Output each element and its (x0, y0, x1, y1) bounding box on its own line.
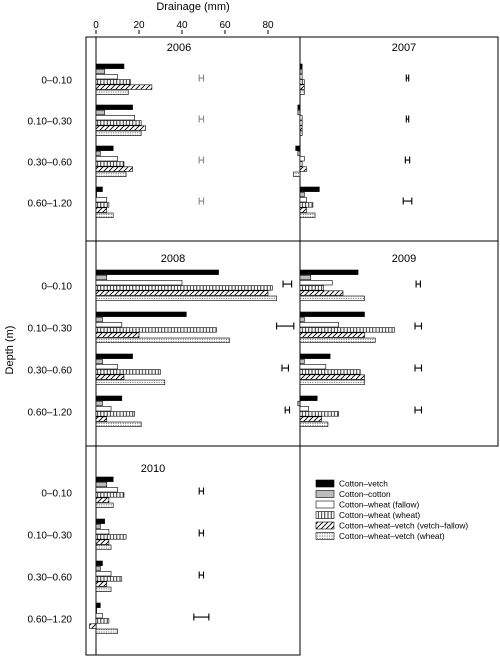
depth-category-label: 0.30–0.60 (27, 157, 72, 169)
legend (316, 479, 468, 542)
panel-2006 (28, 37, 301, 241)
depth-category-label: 0.60–1.20 (27, 407, 72, 419)
x-tick-label: 0 (93, 20, 99, 31)
x-tick-label: 80 (262, 20, 274, 31)
legend-label: Cotton–wheat (wheat) (339, 510, 421, 520)
bar-0-0-3 (96, 80, 130, 85)
legend-swatch-0 (316, 480, 334, 487)
bar-2-2-4 (96, 375, 124, 380)
bar-4-0-5 (96, 503, 113, 508)
depth-category-label: 0.10–0.30 (27, 323, 72, 335)
bar-4-0-0 (96, 477, 113, 482)
legend-label: Cotton–vetch (339, 478, 388, 489)
y-axis-label: Depth (m) (4, 325, 16, 375)
bar-3-1-0 (300, 312, 365, 317)
error-bar (415, 323, 421, 330)
bar-3-3-4 (300, 417, 322, 422)
bar-4-0-2 (96, 487, 118, 492)
panel-title: 2010 (140, 463, 166, 475)
bar-2-1-1 (96, 317, 102, 322)
bar-4-1-2 (96, 529, 109, 534)
depth-category-label: 0–0.10 (41, 75, 72, 87)
bar-0-3-4 (96, 208, 107, 213)
bar-0-1-5 (96, 131, 141, 136)
depth-category-label: 0.10–0.30 (27, 530, 72, 542)
bar-3-0-3 (300, 286, 324, 291)
legend-swatch-2 (316, 501, 334, 508)
bar-0-3-3 (96, 203, 109, 208)
bar-3-1-2 (300, 322, 339, 327)
bar-0-0-1 (96, 69, 105, 74)
bar-3-0-0 (300, 270, 358, 275)
bar-3-0-5 (300, 296, 365, 301)
legend-swatch-4 (316, 522, 334, 529)
x-axis-ticks (93, 20, 274, 34)
panel-2009 (298, 241, 498, 446)
bar-2-2-2 (96, 364, 118, 369)
legend-label: Cotton–wheat (fallow) (339, 499, 420, 510)
bar-3-3-1 (298, 401, 300, 406)
bar-1-3-0 (300, 187, 319, 192)
panel-frame (86, 446, 300, 655)
bar-1-0-0 (300, 64, 302, 69)
bar-1-2-5 (294, 172, 300, 177)
bar-0-1-3 (96, 121, 141, 126)
bar-1-3-5 (300, 213, 315, 218)
bar-4-0-4 (96, 498, 109, 503)
error-bar (403, 198, 412, 205)
bar-1-1-2 (300, 115, 302, 120)
error-bar (415, 407, 421, 414)
x-tick-label: 40 (176, 20, 188, 31)
bar-4-3-5 (96, 629, 118, 634)
bar-3-1-3 (300, 328, 395, 333)
bar-2-3-0 (96, 396, 122, 401)
bar-3-3-3 (300, 412, 339, 417)
bar-1-2-2 (300, 156, 304, 161)
bar-0-1-1 (96, 110, 105, 115)
bar-0-2-5 (96, 172, 126, 177)
bar-0-0-4 (96, 85, 152, 90)
bar-3-1-5 (300, 338, 375, 343)
bar-3-2-3 (300, 370, 360, 375)
panel-title: 2008 (160, 253, 186, 265)
bar-0-1-4 (96, 126, 145, 131)
bar-2-3-1 (96, 401, 102, 406)
bar-2-3-4 (96, 417, 107, 422)
error-bar (285, 407, 289, 414)
panel-title: 2006 (166, 42, 192, 54)
bar-1-2-4 (300, 167, 306, 172)
bar-0-0-0 (96, 64, 124, 69)
bar-4-2-0 (96, 561, 102, 566)
bar-4-3-1 (96, 608, 97, 613)
depth-category-label: 0–0.10 (41, 281, 72, 293)
bar-2-1-2 (96, 322, 122, 327)
error-bar (199, 116, 203, 123)
bar-0-2-1 (96, 151, 100, 156)
bar-2-0-3 (96, 286, 272, 291)
bar-0-1-2 (96, 115, 135, 120)
bar-0-3-5 (96, 213, 113, 218)
bar-4-2-1 (96, 566, 100, 571)
bar-4-1-1 (96, 524, 100, 529)
legend-swatch-3 (316, 512, 334, 519)
bar-4-1-3 (96, 535, 126, 540)
bar-2-0-4 (96, 291, 268, 296)
bar-2-1-3 (96, 328, 216, 333)
bar-0-1-0 (96, 105, 133, 110)
panel-2008 (28, 241, 301, 446)
bar-4-3-3 (96, 619, 109, 624)
bar-1-2-1 (298, 151, 300, 156)
bar-4-1-0 (96, 519, 105, 524)
error-bar (283, 281, 292, 288)
bar-1-0-5 (300, 90, 304, 95)
bar-1-2-3 (300, 162, 302, 167)
bar-1-1-3 (300, 121, 302, 126)
bar-3-2-0 (300, 354, 330, 359)
depth-category-label: 0.30–0.60 (27, 572, 72, 584)
bar-3-1-4 (300, 333, 365, 338)
depth-category-label: 0.60–1.20 (27, 614, 72, 626)
error-bar (416, 281, 420, 288)
error-bar (405, 157, 409, 164)
bar-3-2-4 (300, 375, 365, 380)
bar-4-3-0 (96, 603, 100, 608)
bar-3-3-2 (300, 406, 309, 411)
bar-1-0-4 (300, 85, 304, 90)
bar-2-2-1 (96, 359, 102, 364)
bar-0-3-1 (96, 192, 97, 197)
depth-category-label: 0.10–0.30 (27, 116, 72, 128)
legend-label: Cotton–wheat–vetch (vetch–fallow) (339, 520, 469, 531)
bar-3-2-5 (300, 380, 365, 385)
x-tick-label: 60 (219, 20, 231, 31)
bar-4-2-5 (96, 587, 111, 592)
bar-4-1-5 (96, 545, 111, 550)
bar-2-1-0 (96, 312, 186, 317)
bar-3-0-2 (300, 280, 332, 285)
bar-2-2-5 (96, 380, 165, 385)
bar-1-1-4 (300, 126, 302, 131)
bar-1-0-3 (300, 80, 304, 85)
error-bar (199, 488, 203, 495)
bar-3-3-0 (300, 396, 317, 401)
bar-4-3-2 (96, 613, 102, 618)
bar-0-2-4 (96, 167, 133, 172)
legend-label: Cotton–wheat–vetch (wheat) (339, 531, 445, 541)
bar-2-2-0 (96, 354, 133, 359)
error-bar (282, 365, 288, 372)
bar-4-1-4 (96, 540, 109, 545)
error-bar (406, 75, 408, 82)
bar-0-0-2 (96, 74, 118, 79)
bar-2-2-3 (96, 370, 161, 375)
bar-1-1-5 (300, 131, 302, 136)
bar-4-0-3 (96, 493, 124, 498)
bar-2-0-5 (96, 296, 277, 301)
panel-2010 (28, 446, 301, 655)
bar-1-0-2 (300, 74, 302, 79)
bar-4-2-4 (96, 582, 107, 587)
bar-3-3-5 (300, 422, 328, 427)
bar-2-3-2 (96, 406, 111, 411)
bar-1-3-3 (300, 203, 313, 208)
legend-swatch-5 (316, 533, 334, 540)
bar-0-2-2 (96, 156, 118, 161)
bar-3-0-4 (300, 291, 343, 296)
panel-frame (300, 37, 498, 241)
bar-2-1-4 (96, 333, 139, 338)
bar-0-0-5 (96, 90, 128, 95)
bar-3-2-2 (300, 364, 326, 369)
bar-1-3-2 (300, 197, 306, 202)
x-axis-label: Drainage (mm) (156, 1, 230, 13)
x-tick-label: 20 (133, 20, 145, 31)
depth-category-label: 0.60–1.20 (27, 198, 72, 210)
bar-1-0-1 (300, 69, 302, 74)
bar-2-0-0 (96, 270, 219, 275)
bar-3-2-1 (300, 359, 304, 364)
legend-swatch-1 (316, 491, 334, 498)
error-bar (199, 75, 203, 82)
depth-category-label: 0–0.10 (41, 488, 72, 500)
panel-title: 2009 (391, 253, 417, 265)
panel-2007 (294, 37, 498, 241)
bar-0-3-0 (96, 187, 102, 192)
bar-1-3-1 (300, 192, 304, 197)
top-x-axis (93, 1, 274, 34)
bar-1-2-0 (296, 146, 300, 151)
error-bar (406, 116, 408, 123)
bar-0-2-0 (96, 146, 113, 151)
bar-2-0-1 (96, 275, 107, 280)
depth-category-label: 0.30–0.60 (27, 365, 72, 377)
bar-1-1-1 (298, 110, 300, 115)
bar-4-2-2 (96, 571, 111, 576)
legend-label: Cotton–cotton (339, 489, 391, 499)
bar-4-3-4 (90, 624, 96, 629)
error-bar (415, 365, 421, 372)
error-bar (199, 198, 203, 205)
bar-2-1-5 (96, 338, 229, 343)
bar-0-2-3 (96, 162, 124, 167)
bar-3-1-1 (300, 317, 304, 322)
error-bar (199, 157, 203, 164)
bar-2-0-2 (96, 280, 182, 285)
error-bar (194, 614, 209, 621)
error-bar (199, 530, 203, 537)
panel-title: 2007 (391, 42, 417, 54)
bar-3-0-1 (300, 275, 311, 280)
bar-1-3-4 (300, 208, 306, 213)
bar-2-3-5 (96, 422, 141, 427)
error-bar (277, 323, 294, 330)
bar-1-1-0 (298, 105, 300, 110)
error-bar (199, 572, 203, 579)
bar-0-3-2 (96, 197, 107, 202)
bar-4-2-3 (96, 577, 122, 582)
bar-2-3-3 (96, 412, 135, 417)
chart-panels (28, 37, 499, 655)
bar-4-0-1 (96, 482, 107, 487)
